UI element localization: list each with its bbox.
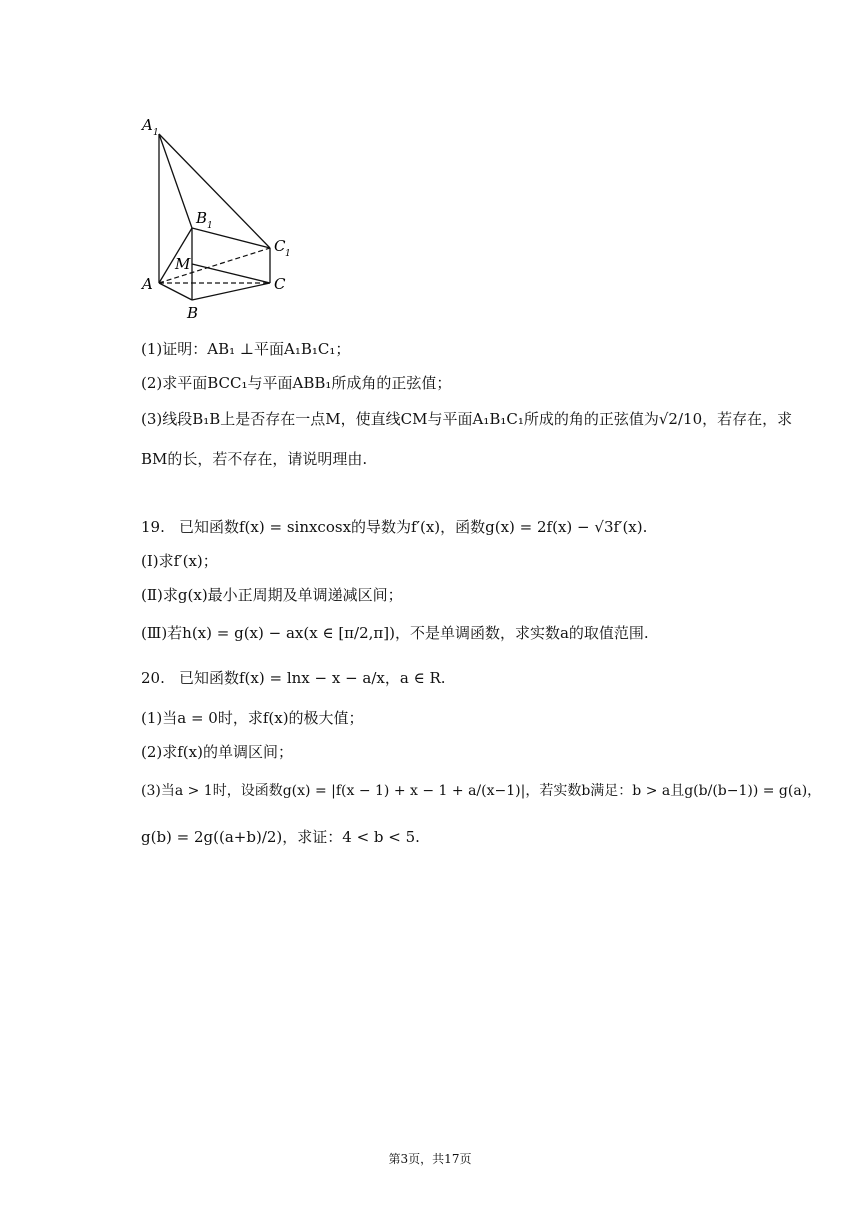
q18-part1: (1)证明：AB₁ ⊥平面A₁B₁C₁； [141,340,351,358]
label-B1: B [196,209,208,227]
label-B: B [187,304,199,322]
label-C: C [274,275,286,293]
q20-part3: (3)当a > 1时，设函数g(x) = |f(x − 1) + x − 1 + a/(x−1)|，若实数b满足：b > a且g(b/(b−1)) = g(a)， [141,783,822,799]
q20-part3-cont: g(b) = 2g((a+b)/2)，求证：4 < b < 5. [141,828,420,846]
q19-part1: (Ⅰ)求f′(x)； [141,552,218,570]
q19-part3: (Ⅲ)若h(x) = g(x) − ax(x ∈ [π/2,π])，不是单调函数，求实数a的取值范围. [141,624,649,642]
label-C1: C [274,237,286,255]
page-footer: 第3页，共17页 [388,1152,472,1166]
q19-number: 19. [141,518,165,536]
q20-stem: 已知函数f(x) = lnx − x − a/x，a ∈ R. [179,669,446,687]
q20-number: 20. [141,669,165,687]
q20-stem-line [141,668,446,688]
q18-part3-cont: BM的长，若不存在，请说明理由. [141,450,368,468]
q20-part2: (2)求f(x)的单调区间； [141,743,293,761]
q18-part2: (2)求平面BCC₁与平面ABB₁所成角的正弦值； [141,374,452,392]
label-A1: A [142,116,153,134]
svg-text:1: 1 [285,249,291,259]
prism-figure [130,108,300,323]
q19-part2: (Ⅱ)求g(x)最小正周期及单调递减区间； [141,586,403,604]
label-A: A [142,275,153,293]
q18-part3: (3)线段B₁B上是否存在一点M，使直线CM与平面A₁B₁C₁所成的角的正弦值为√2/10，若存在，求 [141,410,793,428]
label-M: M [175,255,191,273]
svg-text:1: 1 [153,128,159,138]
q19-stem-line [141,517,647,537]
svg-text:1: 1 [207,221,213,231]
q19-stem: 已知函数f(x) = sinxcosx的导数为f′(x)，函数g(x) = 2f(x) − √3f′(x). [179,518,648,536]
q20-part1: (1)当a = 0时，求f(x)的极大值； [141,709,364,727]
